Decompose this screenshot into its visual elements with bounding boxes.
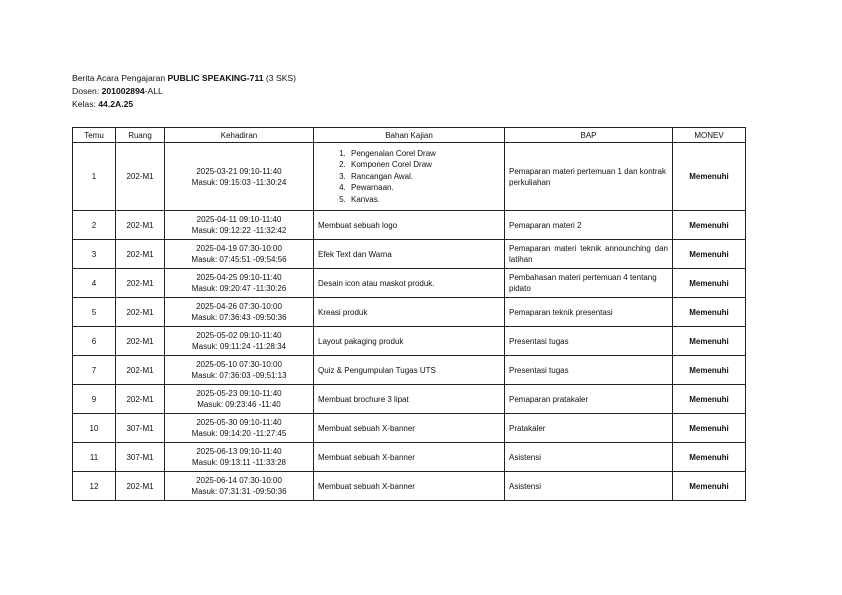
column-header-bap: BAP [505,128,673,143]
class-label: Kelas: [72,99,99,109]
topic-item: 3. Rancangan Awal. [348,171,500,183]
table-row [73,240,746,269]
lecturer-line [72,85,296,98]
cell-temu: 10 [73,414,116,443]
column-header-kehadiran: Kehadiran [165,128,314,143]
topic-item: 4. Pewarnaan. [348,182,500,194]
topic-item: 1. Pengenalan Corel Draw [348,148,500,160]
cell-bahan-kajian: Membuat sebuah X-banner [314,472,505,501]
teaching-record-table [72,127,746,501]
column-header-ruang: Ruang [116,128,165,143]
table-row [73,356,746,385]
cell-monev: Memenuhi [673,298,746,327]
class-line [72,98,296,111]
course-line [72,72,296,85]
attendance-checkin: Masuk: 07:36:43 -09:50:36 [191,313,287,322]
attendance-checkin: Masuk: 09:23:46 -11:40 [197,400,281,409]
cell-bap: Presentasi tugas [505,356,673,385]
cell-bahan-kajian: Membuat brochure 3 lipat [314,385,505,414]
course-name: PUBLIC SPEAKING-711 [167,73,264,83]
cell-temu: 3 [73,240,116,269]
cell-ruang: 202-M1 [116,298,165,327]
attendance-schedule: 2025-04-11 09:10-11:40 [196,215,282,224]
cell-bahan-kajian: Quiz & Pengumpulan Tugas UTS [314,356,505,385]
cell-kehadiran [165,240,314,269]
column-header-temu: Temu [73,128,116,143]
cell-kehadiran [165,472,314,501]
table-row [73,269,746,298]
cell-ruang: 307-M1 [116,443,165,472]
class-code: 44.2A.25 [98,99,134,109]
cell-monev: Memenuhi [673,356,746,385]
cell-bap: Pemaparan materi 2 [505,211,673,240]
attendance-schedule: 2025-04-19 07:30-10:00 [196,244,282,253]
topic-item: 5. Kanvas. [348,194,500,206]
lecturer-label: Dosen: [72,86,102,96]
attendance-schedule: 2025-04-26 07:30-10:00 [196,302,282,311]
cell-bap: Pembahasan materi pertemuan 4 tentang pidato [505,269,673,298]
cell-bahan-kajian: Efek Text dan Warna [314,240,505,269]
attendance-checkin: Masuk: 07:36:03 -09:51:13 [191,371,287,380]
cell-monev: Memenuhi [673,414,746,443]
cell-ruang: 202-M1 [116,269,165,298]
cell-bahan-kajian: Desain icon atau maskot produk. [314,269,505,298]
cell-temu: 9 [73,385,116,414]
cell-ruang: 202-M1 [116,356,165,385]
column-header-bahan-kajian: Bahan Kajian [314,128,505,143]
cell-monev: Memenuhi [673,143,746,211]
cell-ruang: 202-M1 [116,143,165,211]
cell-bap: Asistensi [505,443,673,472]
course-credits: (3 SKS) [263,73,297,83]
attendance-schedule: 2025-05-30 09:10-11:40 [196,418,282,427]
lecturer-id: 201002894 [101,86,145,96]
cell-kehadiran [165,143,314,211]
table-row [73,472,746,501]
cell-bahan-kajian: Kreasi produk [314,298,505,327]
attendance-checkin: Masuk: 07:31:31 -09:50:36 [191,487,287,496]
cell-monev: Memenuhi [673,472,746,501]
attendance-schedule: 2025-05-23 09:10-11:40 [196,389,282,398]
table-row [73,327,746,356]
document-header [72,72,296,111]
cell-monev: Memenuhi [673,269,746,298]
cell-temu: 2 [73,211,116,240]
cell-bap: Pemaparan materi teknik announching dan latihan [505,240,673,269]
cell-bahan-kajian: Membuat sebuah X-banner [314,443,505,472]
cell-bahan-kajian [314,143,505,211]
cell-monev: Memenuhi [673,385,746,414]
attendance-schedule: 2025-05-02 09:10-11:40 [196,331,282,340]
topic-item: 2. Komponen Corel Draw [348,159,500,171]
cell-kehadiran [165,443,314,472]
cell-kehadiran [165,385,314,414]
cell-bap: Pemaparan materi pertemuan 1 dan kontrak perkuliahan [505,143,673,211]
attendance-checkin: Masuk: 09:13:11 -11:33:28 [192,458,286,467]
cell-kehadiran [165,298,314,327]
cell-monev: Memenuhi [673,327,746,356]
cell-kehadiran [165,269,314,298]
attendance-schedule: 2025-04-25 09:10-11:40 [196,273,282,282]
cell-kehadiran [165,211,314,240]
cell-ruang: 202-M1 [116,327,165,356]
cell-ruang: 307-M1 [116,414,165,443]
attendance-checkin: Masuk: 09:20:47 -11:30:26 [191,284,287,293]
lecturer-suffix: -ALL [144,86,163,96]
table-row [73,385,746,414]
cell-kehadiran [165,327,314,356]
cell-monev: Memenuhi [673,211,746,240]
cell-ruang: 202-M1 [116,385,165,414]
table-row [73,414,746,443]
cell-bap: Asistensi [505,472,673,501]
cell-bap: Presentasi tugas [505,327,673,356]
cell-bahan-kajian: Layout pakaging produk [314,327,505,356]
course-line-prefix: Berita Acara Pengajaran [72,73,168,83]
cell-temu: 12 [73,472,116,501]
cell-kehadiran [165,414,314,443]
cell-bahan-kajian: Membuat sebuah X-banner [314,414,505,443]
table-row [73,211,746,240]
cell-kehadiran [165,356,314,385]
attendance-schedule: 2025-06-14 07:30-10:00 [196,476,282,485]
attendance-checkin: Masuk: 09:12:22 -11:32:42 [191,226,287,235]
cell-bahan-kajian: Membuat sebuah logo [314,211,505,240]
attendance-schedule: 2025-03-21 09:10-11:40 [196,166,282,176]
attendance-checkin: Masuk: 07:45:51 -09:54:56 [191,255,287,264]
cell-ruang: 202-M1 [116,472,165,501]
attendance-checkin: Masuk: 09:14:20 -11:27:45 [191,429,287,438]
cell-monev: Memenuhi [673,443,746,472]
cell-temu: 4 [73,269,116,298]
table-row [73,298,746,327]
table-header-row [73,128,746,143]
cell-bap: Pratakaler [505,414,673,443]
cell-monev: Memenuhi [673,240,746,269]
cell-temu: 5 [73,298,116,327]
cell-temu: 6 [73,327,116,356]
cell-bap: Pemaparan teknik presentasi [505,298,673,327]
cell-temu: 11 [73,443,116,472]
attendance-checkin: Masuk: 09:15:03 -11:30:24 [191,177,287,187]
cell-ruang: 202-M1 [116,240,165,269]
table-row [73,143,746,211]
cell-temu: 1 [73,143,116,211]
attendance-schedule: 2025-05-10 07:30-10:00 [196,360,282,369]
column-header-monev: MONEV [673,128,746,143]
attendance-schedule: 2025-06-13 09:10-11:40 [196,447,282,456]
cell-temu: 7 [73,356,116,385]
cell-bap: Pemaparan pratakaler [505,385,673,414]
topic-list [318,148,500,206]
cell-ruang: 202-M1 [116,211,165,240]
table-row [73,443,746,472]
attendance-checkin: Masuk: 09:11:24 -11:28:34 [192,342,286,351]
